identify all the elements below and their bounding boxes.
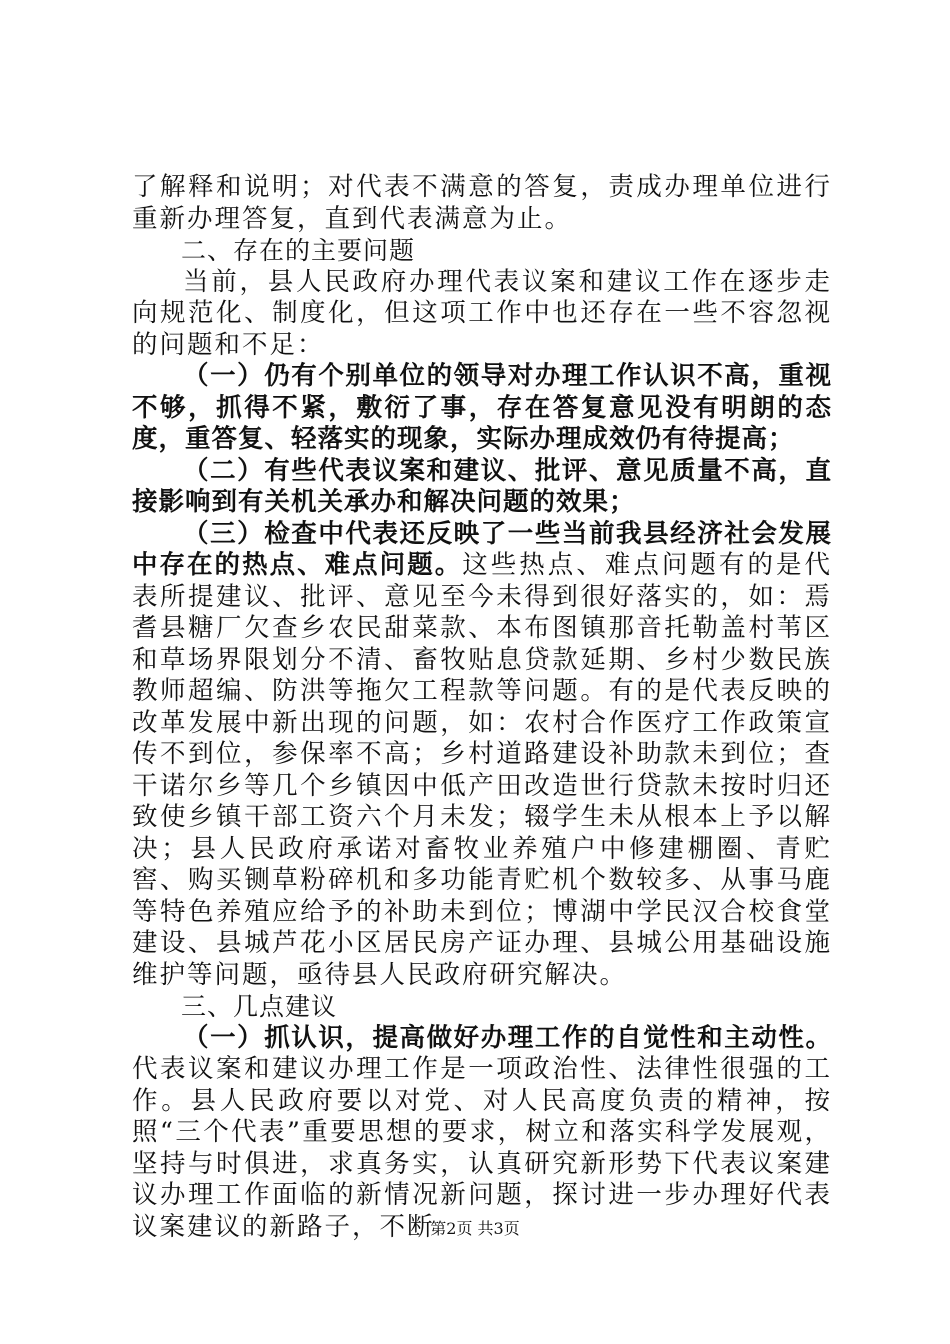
section-heading-problems: 二、存在的主要问题 <box>181 236 416 265</box>
suggestion-1-body: 代表议案和建议办理工作是一项政治性、法律性很强的工作。县人民政府要以对党、对人民高度负责的精神，按照“三个代表”重要思想的要求，树立和落实科学发展观，坚持与时俱进，求真务实，认真研究新形势下代表议案建议办理工作面临的新情况新问题，探讨进一步办理好代表议案建议的新路子，不断 <box>132 1054 832 1242</box>
paragraph-suggestion-1 <box>132 1023 832 1244</box>
suggestion-1-lead: （一）抓认识，提高做好办理工作的自觉性和主动性。 <box>183 1022 832 1053</box>
paragraph-problem-1: （一）仍有个别单位的领导对办理工作认识不高，重视不够，抓得不紧，敷衍了事，存在答复意见没有明朗的态度，重答复、轻落实的现象，实际办理成效仍有待提高； <box>132 361 832 454</box>
problem-3-body: 这些热点、难点问题有的是代表所提建议、批评、意见至今未得到很好落实的，如：焉耆县糖厂欠查乡农民甜菜款、本布图镇那音托勒盖村苇区和草场界限划分不清、畜牧贴息贷款延期、乡村少数民族教师超编、防洪等拖欠工程款等问题。有的是代表反映的改革发展中新出现的问题，如：农村合作医疗工作政策宣传不到位，参保率不高；乡村道路建设补助款未到位；查干诺尔乡等几个乡镇因中低产田改造世行贷款未按时归还致使乡镇干部工资六个月未发；辍学生未从根本上予以解决；县人民政府承诺对畜牧业养殖户中修建棚圈、青贮窖、购买铡草粉碎机和多功能青贮机个数较多、从事马鹿等特色养殖应给予的补助未到位；博湖中学民汉合校食堂建设、县城芦花小区居民房产证办理、县城公用基础设施维护等问题，亟待县人民政府研究解决。 <box>132 550 832 990</box>
paragraph-problem-3 <box>132 519 832 992</box>
document-body <box>132 172 832 1243</box>
problem-3-lead: （三）检查中代表还反映了一些当前我县经济社会发展中存在的热点、难点问题。 <box>132 518 832 580</box>
page-footer: 第2页 共3页 <box>430 1219 520 1238</box>
paragraph-problem-2: （二）有些代表议案和建议、批评、意见质量不高，直接影响到有关机关承办和解决问题的效果； <box>132 455 832 517</box>
section-heading-suggestions: 三、几点建议 <box>181 992 338 1021</box>
paragraph-continuation: 了解释和说明；对代表不满意的答复，责成办理单位进行重新办理答复，直到代表满意为止。 <box>132 172 832 234</box>
paragraph-intro-problems: 当前，县人民政府办理代表议案和建议工作在逐步走向规范化、制度化，但这项工作中也还存在一些不容忽视的问题和不足： <box>132 266 832 360</box>
